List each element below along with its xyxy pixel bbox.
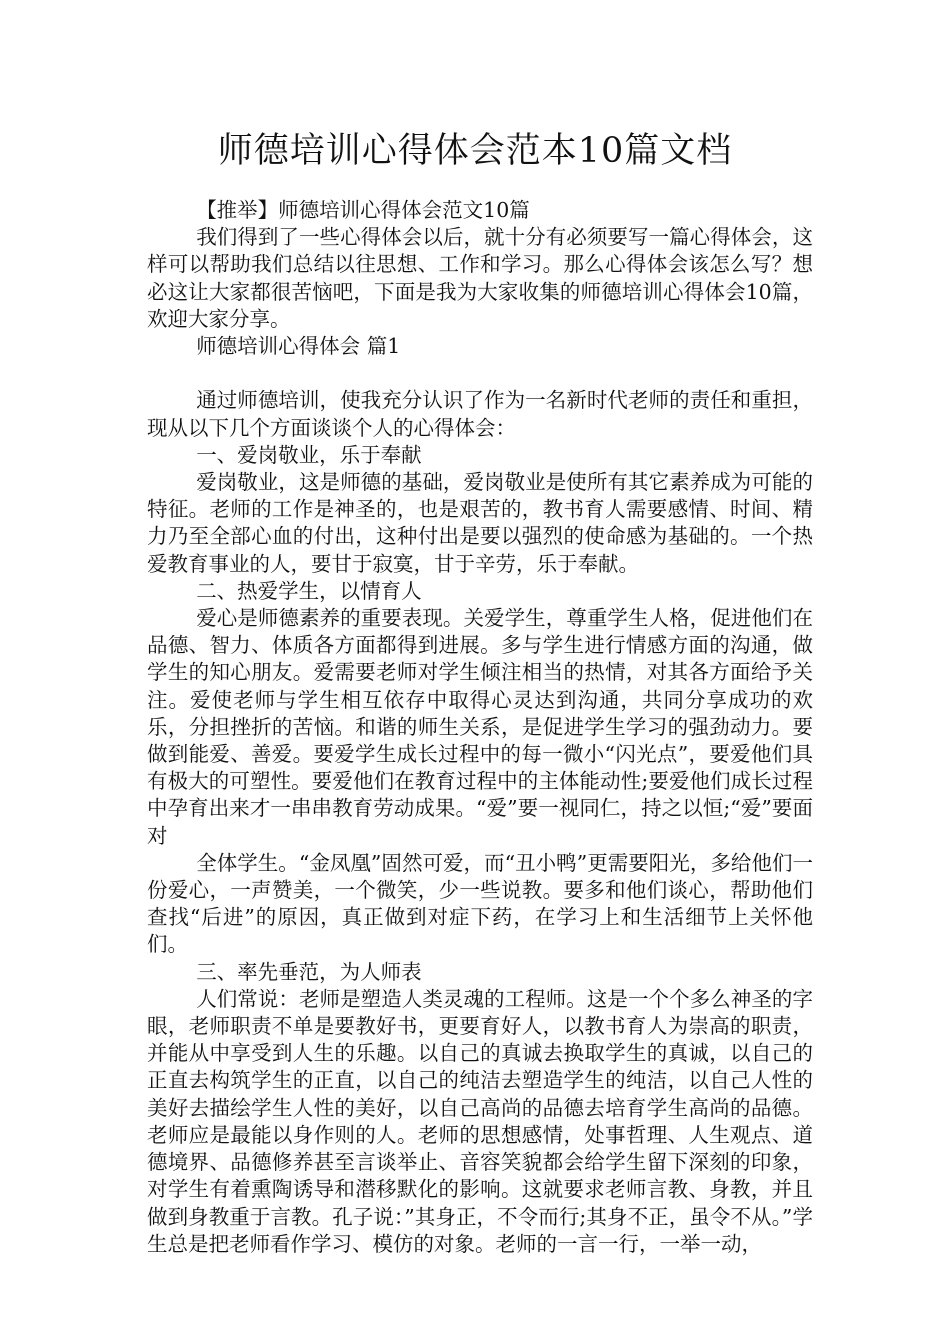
section-paragraph-1: 爱岗敬业，这是师德的基础，爱岗敬业是使所有其它素养成为可能的特征。老师的工作是神圣的，也是艰苦的，教书育人需要感情、时间、精力乃至全部心血的付出，这种付出是要以强烈的使命感为基础的。一个热爱教育事业的人，要甘于寂寞，甘于辛劳，乐于奉献。 — [147, 470, 813, 576]
section-heading-1: 一、爱岗敬业，乐于奉献 — [196, 442, 422, 467]
section-paragraph-2-continued: 全体学生。“金凤凰”固然可爱，而“丑小鸭”更需要阳光，多给他们一份爱心，一声赞美，一个微笑，少一些说教。要多和他们谈心，帮助他们查找“后进”的原因，真正做到对症下药，在学习上和生活细节上关怀他们。 — [147, 850, 813, 957]
article-opening-paragraph: 通过师德培训，使我充分认识了作为一名新时代老师的责任和重担，现从以下几个方面谈谈个人的心得体会： — [147, 388, 813, 440]
blank-line — [147, 360, 813, 387]
section-heading-2: 二、热爱学生，以情育人 — [196, 578, 422, 603]
document-title: 师德培训心得体会范本10篇文档 — [217, 131, 733, 171]
recommend-line: 【推举】师德培训心得体会范文10篇 — [196, 198, 530, 222]
section-paragraph-2: 爱心是师德素养的重要表现。关爱学生，尊重学生人格，促进他们在品德、智力、体质各方面都得到进展。多与学生进行情感方面的沟通，做学生的知心朋友。爱需要老师对学生倾注相当的热情，对其各方面给予关注。爱使老师与学生相互依存中取得心灵达到沟通，共同分享成功的欢乐，分担挫折的苦恼。和谐的师生关系，是促进学生学习的强劲动力。要做到能爱、善爱。要爱学生成长过程中的每一微小“闪光点”，要爱他们具有极大的可塑性。要爱他们在教育过程中的主体能动性;要爱他们成长过程中孕育出来才一串串教育劳动成果。“爱”要一视同仁，持之以恒;“爱”要面对 — [147, 606, 813, 848]
section-paragraph-3: 人们常说：老师是塑造人类灵魂的工程师。这是一个个多么神圣的字眼，老师职责不单是要教好书，更要育好人，以教书育人为崇高的职责，并能从中享受到人生的乐趣。以自己的真诚去换取学生的真诚，以自己的正直去构筑学生的正直，以自己的纯洁去塑造学生的纯洁，以自己人性的美好去描绘学生人性的美好，以自己高尚的品德去培育学生高尚的品德。老师应是最能以身作则的人。老师的思想感情，处事哲理、人生观点、道德境界、品德修养甚至言谈举止、音容笑貌都会给学生留下深刻的印象，对学生有着熏陶诱导和潜移默化的影响。这就要求老师言教、身教，并且做到身教重于言教。孔子说：”其身正，不令而行;其身不正，虽令不从。”学生总是把老师看作学习、模仿的对象。老师的一言一行，一举一动， — [147, 986, 813, 1256]
intro-paragraph: 我们得到了一些心得体会以后，就十分有必须要写一篇心得体会，这样可以帮助我们总结以往思想、工作和学习。那么心得体会该怎么写？想必这让大家都很苦恼吧，下面是我为大家收集的师德培训心得体会10篇，欢迎大家分享。 — [147, 225, 813, 331]
section-heading-3: 三、率先垂范，为人师表 — [196, 959, 422, 984]
document-body — [147, 197, 813, 1258]
article-heading: 师德培训心得体会 篇1 — [196, 334, 401, 359]
